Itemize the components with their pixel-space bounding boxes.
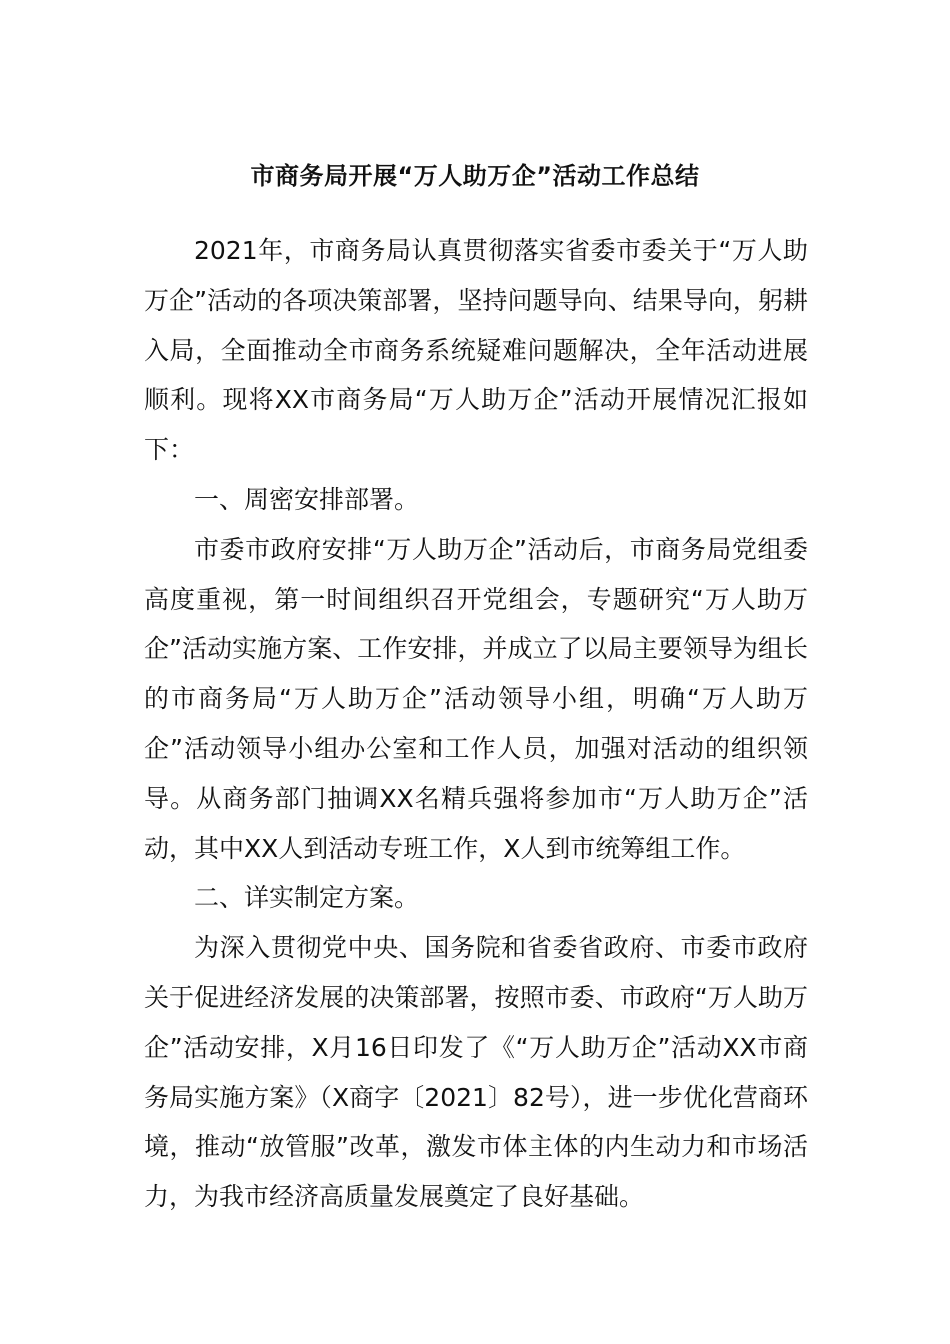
document-body [144, 226, 808, 1222]
paragraph-intro: 2021年，市商务局认真贯彻落实省委市委关于“万人助万企”活动的各项决策部署，坚持问题导向、结果导向，躬耕入局，全面推动全市商务系统疑难问题解决，全年活动进展顺利。现将XX市商务局“万人助万企”活动开展情况汇报如下： [144, 236, 808, 465]
paragraph-section-2: 为深入贯彻党中央、国务院和省委省政府、市委市政府关于促进经济发展的决策部署，按照市委、市政府“万人助万企”活动安排，X月16日印发了《“万人助万企”活动XX市商务局实施方案》（X商字〔2021〕82号），进一步优化营商环境，推动“放管服”改革，激发市体主体的内生动力和市场活力，为我市经济高质量发展奠定了良好基础。 [144, 933, 808, 1212]
paragraph-section-1: 市委市政府安排“万人助万企”活动后，市商务局党组委高度重视，第一时间组织召开党组会，专题研究“万人助万企”活动实施方案、工作安排，并成立了以局主要领导为组长的市商务局“万人助万企”活动领导小组，明确“万人助万企”活动领导小组办公室和工作人员，加强对活动的组织领导。从商务部门抽调XX名精兵强将参加市“万人助万企”活动，其中XX人到活动专班工作，X人到市统筹组工作。 [144, 534, 808, 863]
section-heading-2: 二、详实制定方案。 [194, 883, 420, 913]
section-heading-1: 一、周密安排部署。 [194, 484, 420, 514]
document-title: 市商务局开展“万人助万企”活动工作总结 [250, 162, 700, 190]
